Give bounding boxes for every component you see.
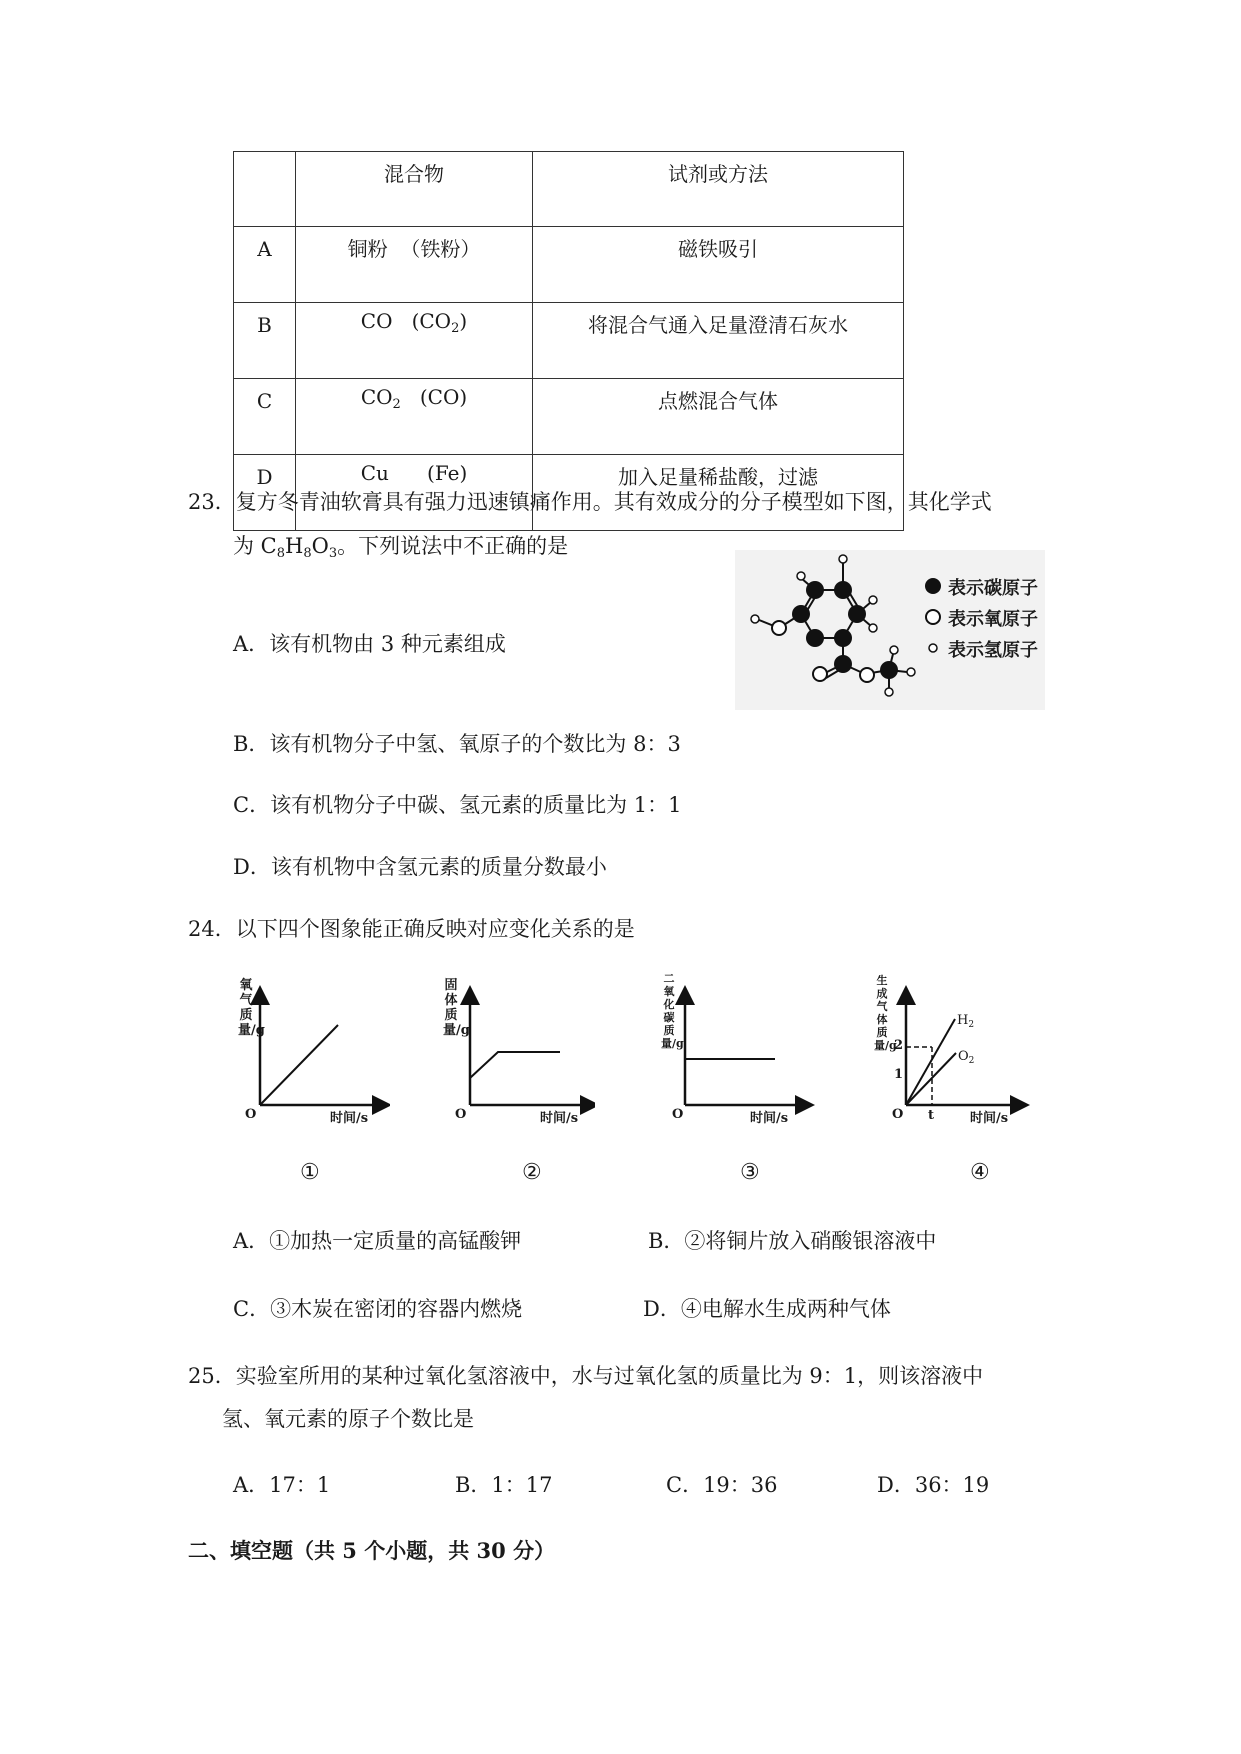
subscript: 2 bbox=[968, 1020, 975, 1030]
method-cell: 将混合气通入足量澄清石灰水 bbox=[533, 303, 904, 379]
graph-3-plot bbox=[655, 975, 815, 1115]
mixture-cell bbox=[296, 227, 533, 303]
graph-4-o2-text: O bbox=[958, 1049, 969, 1064]
graph-3-origin: O bbox=[672, 1107, 684, 1122]
mixture-impurity: (CO) bbox=[419, 385, 468, 409]
legend-hydrogen-marker bbox=[929, 644, 937, 652]
table-header-cell: 混合物 bbox=[296, 152, 533, 227]
subscript: 2 bbox=[968, 1056, 975, 1066]
graph-3-caption: ③ bbox=[740, 1160, 760, 1185]
q25-option-a: A．17：1 bbox=[233, 1473, 331, 1497]
q23-option-c: C．该有机物分子中碳、氢元素的质量比为 1：1 bbox=[233, 793, 682, 817]
row-label: A bbox=[234, 227, 296, 303]
graph-1-origin: O bbox=[245, 1107, 257, 1122]
graph-4-h2-text: H bbox=[957, 1013, 969, 1028]
legend-hydrogen-label: 表示氢原子 bbox=[948, 640, 1038, 661]
graph-4-t-label: t bbox=[928, 1108, 935, 1123]
q23-formula-o: O bbox=[311, 534, 329, 558]
legend-oxygen-marker bbox=[926, 610, 940, 624]
graph-1 bbox=[230, 975, 390, 1126]
q23-option-b: B．该有机物分子中氢、氧原子的个数比为 8：3 bbox=[233, 732, 681, 756]
graph-2-origin: O bbox=[455, 1107, 467, 1122]
q24-stem: 24．以下四个图象能正确反映对应变化关系的是 bbox=[188, 917, 635, 941]
graph-1-xlabel: 时间/s bbox=[330, 1111, 369, 1126]
table-row bbox=[234, 379, 904, 455]
mixture-impurity-close: ) bbox=[459, 309, 468, 333]
graph-4-caption: ④ bbox=[970, 1160, 990, 1185]
graph-4-h2-label bbox=[957, 1013, 974, 1030]
mixture-table bbox=[233, 151, 904, 531]
mixture-main: Cu bbox=[360, 461, 389, 485]
graph-4-o2-label bbox=[958, 1049, 974, 1066]
subscript: 3 bbox=[328, 546, 338, 561]
legend-carbon-label: 表示碳原子 bbox=[948, 578, 1038, 599]
table-row bbox=[234, 227, 904, 303]
mixture-impurity: (CO bbox=[411, 309, 452, 333]
method-cell: 点燃混合气体 bbox=[533, 379, 904, 455]
subscript: 2 bbox=[392, 397, 401, 412]
graph-3-xlabel: 时间/s bbox=[750, 1111, 789, 1126]
graph-2-plot bbox=[435, 975, 595, 1115]
graph-4-ylabel: 生成气体质量/g bbox=[874, 974, 897, 1052]
graph-2-ylabel: 固体质量/g bbox=[443, 978, 470, 1038]
section-title: 二、填空题（共 5 个小题，共 30 分） bbox=[188, 1538, 556, 1563]
subscript: 8 bbox=[276, 546, 286, 561]
q24-option-d: D．④电解水生成两种气体 bbox=[643, 1297, 891, 1321]
q25-option-b: B．1：17 bbox=[455, 1473, 553, 1497]
graph-4 bbox=[870, 974, 1030, 1126]
q25-option-d: D．36：19 bbox=[877, 1473, 990, 1497]
row-label: B bbox=[234, 303, 296, 379]
q23-stem-line1: 23．复方冬青油软膏具有强力迅速镇痛作用。其有效成分的分子模型如下图，其化学式 bbox=[188, 490, 992, 514]
method-cell: 加入足量稀盐酸，过滤 bbox=[533, 455, 904, 531]
graph-4-tick-2: 2 bbox=[894, 1038, 904, 1053]
mixture-cell bbox=[296, 379, 533, 455]
graph-1-ylabel: 氧气质量/g bbox=[238, 978, 265, 1038]
mixture-impurity: (Fe) bbox=[427, 461, 468, 485]
graph-2-line bbox=[470, 1052, 560, 1078]
q23-stem-line2 bbox=[233, 531, 568, 569]
graph-1-line bbox=[260, 1025, 338, 1105]
q24-option-b: B．②将铜片放入硝酸银溶液中 bbox=[648, 1229, 937, 1253]
graph-2 bbox=[435, 975, 595, 1126]
graph-2-xlabel: 时间/s bbox=[540, 1111, 579, 1126]
q24-option-c: C．③木炭在密闭的容器内燃烧 bbox=[233, 1297, 523, 1321]
mixture-main: 铜粉 bbox=[347, 237, 388, 261]
q24-option-a: A．①加热一定质量的高锰酸钾 bbox=[233, 1229, 522, 1253]
subscript: 8 bbox=[303, 546, 312, 561]
table-row bbox=[234, 303, 904, 379]
method-cell: 磁铁吸引 bbox=[533, 227, 904, 303]
legend-carbon-marker bbox=[925, 578, 941, 594]
graph-4-origin: O bbox=[892, 1107, 904, 1122]
graph-3 bbox=[655, 972, 815, 1126]
graph-2-caption: ② bbox=[522, 1160, 542, 1185]
graph-3-ylabel: 二氧化碳质量/g bbox=[661, 972, 684, 1050]
q25-stem-line2: 氢、氧元素的原子个数比是 bbox=[222, 1407, 474, 1431]
graph-4-xlabel: 时间/s bbox=[970, 1111, 1009, 1126]
table-header-cell: 试剂或方法 bbox=[533, 152, 904, 227]
mixture-main: CO bbox=[360, 385, 393, 409]
q23-formula-h: H bbox=[285, 534, 304, 558]
table-header-cell bbox=[234, 152, 296, 227]
graph-1-caption: ① bbox=[300, 1160, 320, 1185]
mixture-cell bbox=[296, 303, 533, 379]
mixture-impurity: （铁粉） bbox=[400, 237, 481, 261]
q23-option-d: D．该有机物中含氢元素的质量分数最小 bbox=[233, 855, 607, 879]
mixture-main: CO bbox=[360, 309, 393, 333]
graph-4-tick-1: 1 bbox=[894, 1067, 904, 1082]
q23-stem-tail: 。下列说法中不正确的是 bbox=[337, 534, 569, 558]
subscript: 2 bbox=[451, 321, 460, 336]
q23-formula-prefix: 为 C bbox=[233, 534, 277, 558]
table-header-row bbox=[234, 152, 904, 227]
row-label: D bbox=[234, 455, 296, 531]
q25-option-c: C．19：36 bbox=[666, 1473, 778, 1497]
q23-option-a: A．该有机物由 3 种元素组成 bbox=[233, 632, 506, 656]
graph-1-plot bbox=[230, 975, 390, 1115]
row-label: C bbox=[234, 379, 296, 455]
legend-oxygen-label: 表示氧原子 bbox=[948, 609, 1038, 630]
q25-stem-line1: 25．实验室所用的某种过氧化氢溶液中，水与过氧化氢的质量比为 9：1，则该溶液中 bbox=[188, 1364, 984, 1388]
